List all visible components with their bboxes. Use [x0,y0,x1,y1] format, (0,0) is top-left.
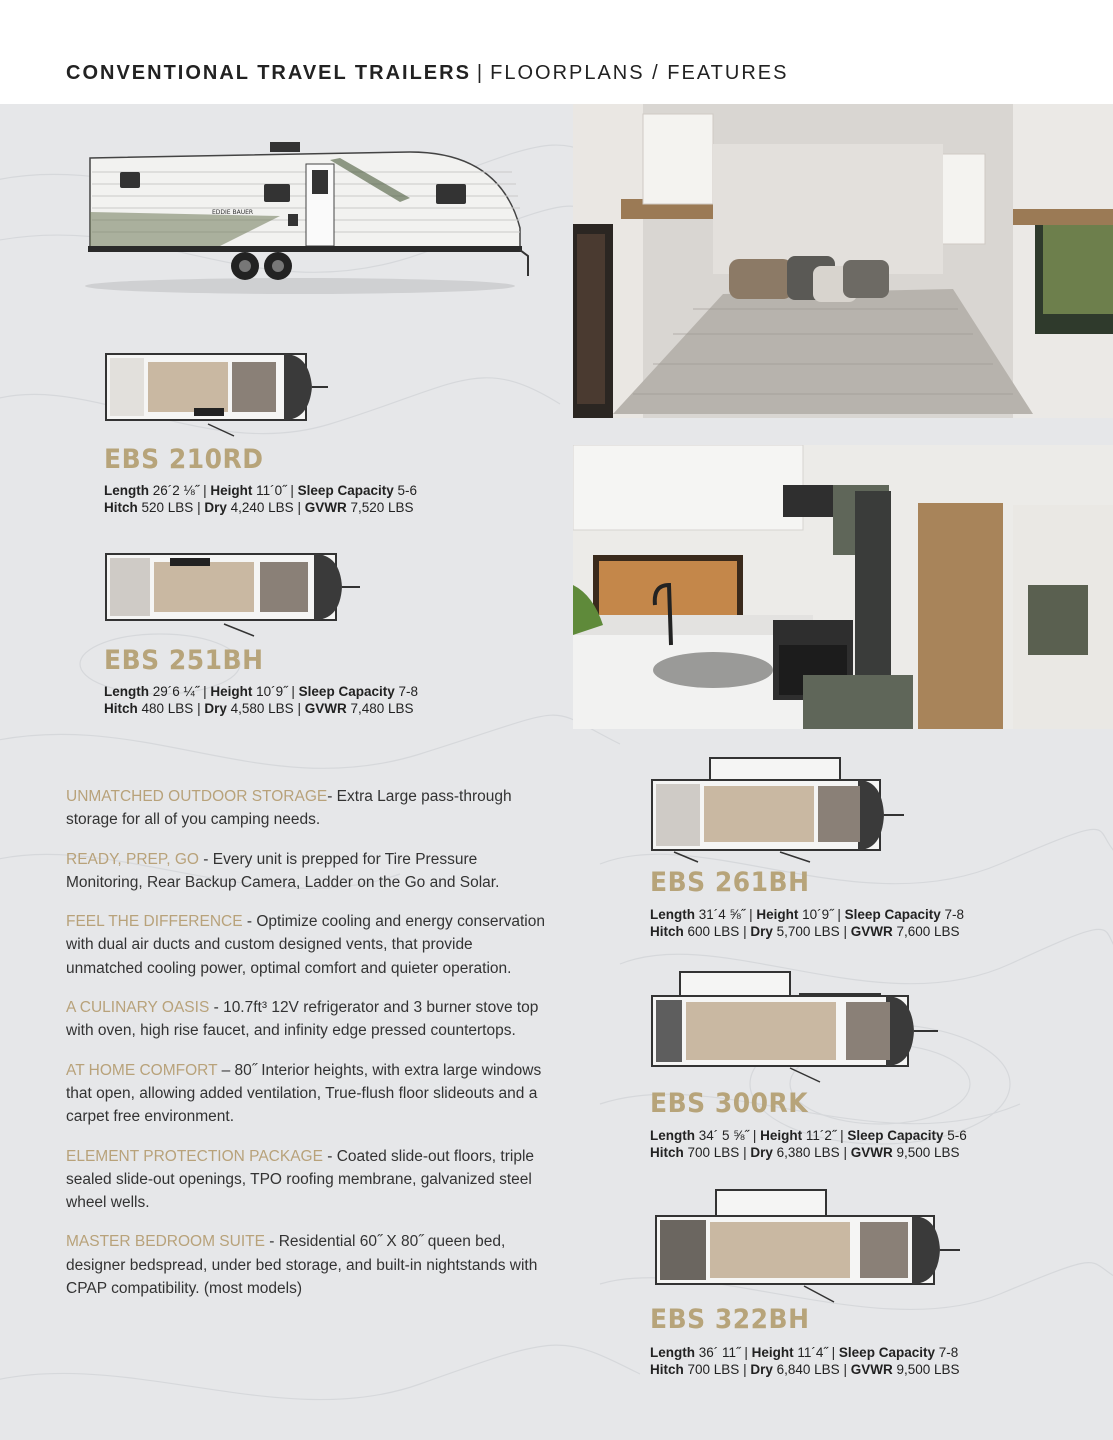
floorplan-322bh [654,1188,962,1304]
header-bar [0,0,1113,104]
floorplan-261bh [650,756,906,864]
floorplan-210rd [104,352,330,438]
title-rest: FLOORPLANS / FEATURES [490,62,789,84]
specs-261bh: Length 31´4 ⅝˝ | Height 10´9˝ | Sleep Capacity 7-8 Hitch 600 LBS | Dry 5,700 LBS | GVWR 7,600 LBS [650,907,964,939]
specs-322bh: Length 36´ 11˝ | Height 11´4˝ | Sleep Capacity 7-8 Hitch 700 LBS | Dry 6,840 LBS | GVWR 9,500 LBS [650,1345,960,1377]
title-separator: | [476,62,485,84]
title-bold: CONVENTIONAL TRAVEL TRAILERS [66,62,471,84]
model-name-210rd: EBS 210RD [104,444,264,475]
bedroom-photo [573,104,1113,418]
feature-item: AT HOME COMFORT – 80˝ Interior heights, with extra large windows that open, allowing added ventilation, True-flush floor slideouts and a carpet free environment. [66,1061,542,1126]
kitchen-photo [573,445,1113,729]
specs-251bh: Length 29´6 ¼˝ | Height 10´9˝ | Sleep Capacity 7-8 Hitch 480 LBS | Dry 4,580 LBS | GVWR 7,480 LBS [104,684,418,716]
features-list [66,785,546,1316]
specs-210rd: Length 26´2 ⅛˝ | Height 11´0˝ | Sleep Capacity 5-6 Hitch 520 LBS | Dry 4,240 LBS | GVWR 7,520 LBS [104,483,417,515]
trailer-logo: EDDIE BAUER [212,209,254,216]
feature-item: UNMATCHED OUTDOOR STORAGE- Extra Large pass-through storage for all of you camping needs. [66,788,512,829]
page-title [66,62,788,85]
floorplan-300rk [650,970,940,1084]
model-name-300rk: EBS 300RK [650,1088,809,1119]
model-name-261bh: EBS 261BH [650,867,810,898]
floorplan-251bh [104,552,362,638]
feature-item: A CULINARY OASIS - 10.7ft³ 12V refrigerator and 3 burner stove top with oven, high rise faucet, and infinity edge pressed countertops. [66,999,539,1040]
model-name-322bh: EBS 322BH [650,1304,810,1335]
feature-item: MASTER BEDROOM SUITE - Residential 60˝ X 80˝ queen bed, designer bedspread, under bed storage, and built-in nightstands with CPAP compatibility. (most models) [66,1233,538,1298]
feature-item: FEEL THE DIFFERENCE - Optimize cooling and energy conservation with dual air ducts and custom designed vents, that provide unmatched cooling power, optimal comfort and quieter operation. [66,913,545,977]
feature-item: READY, PREP, GO - Every unit is prepped for Tire Pressure Monitoring, Rear Backup Camera, Ladder on the Go and Solar. [66,850,500,891]
feature-item: ELEMENT PROTECTION PACKAGE - Coated slide-out floors, triple sealed slide-out openings, TPO roofing membrane, galvanized steel wheel wells. [66,1147,535,1212]
specs-300rk: Length 34´ 5 ⅝˝ | Height 11´2˝ | Sleep Capacity 5-6 Hitch 700 LBS | Dry 6,380 LBS | GVWR 9,500 LBS [650,1128,967,1160]
model-name-251bh: EBS 251BH [104,645,264,676]
trailer-exterior-image [80,138,530,298]
